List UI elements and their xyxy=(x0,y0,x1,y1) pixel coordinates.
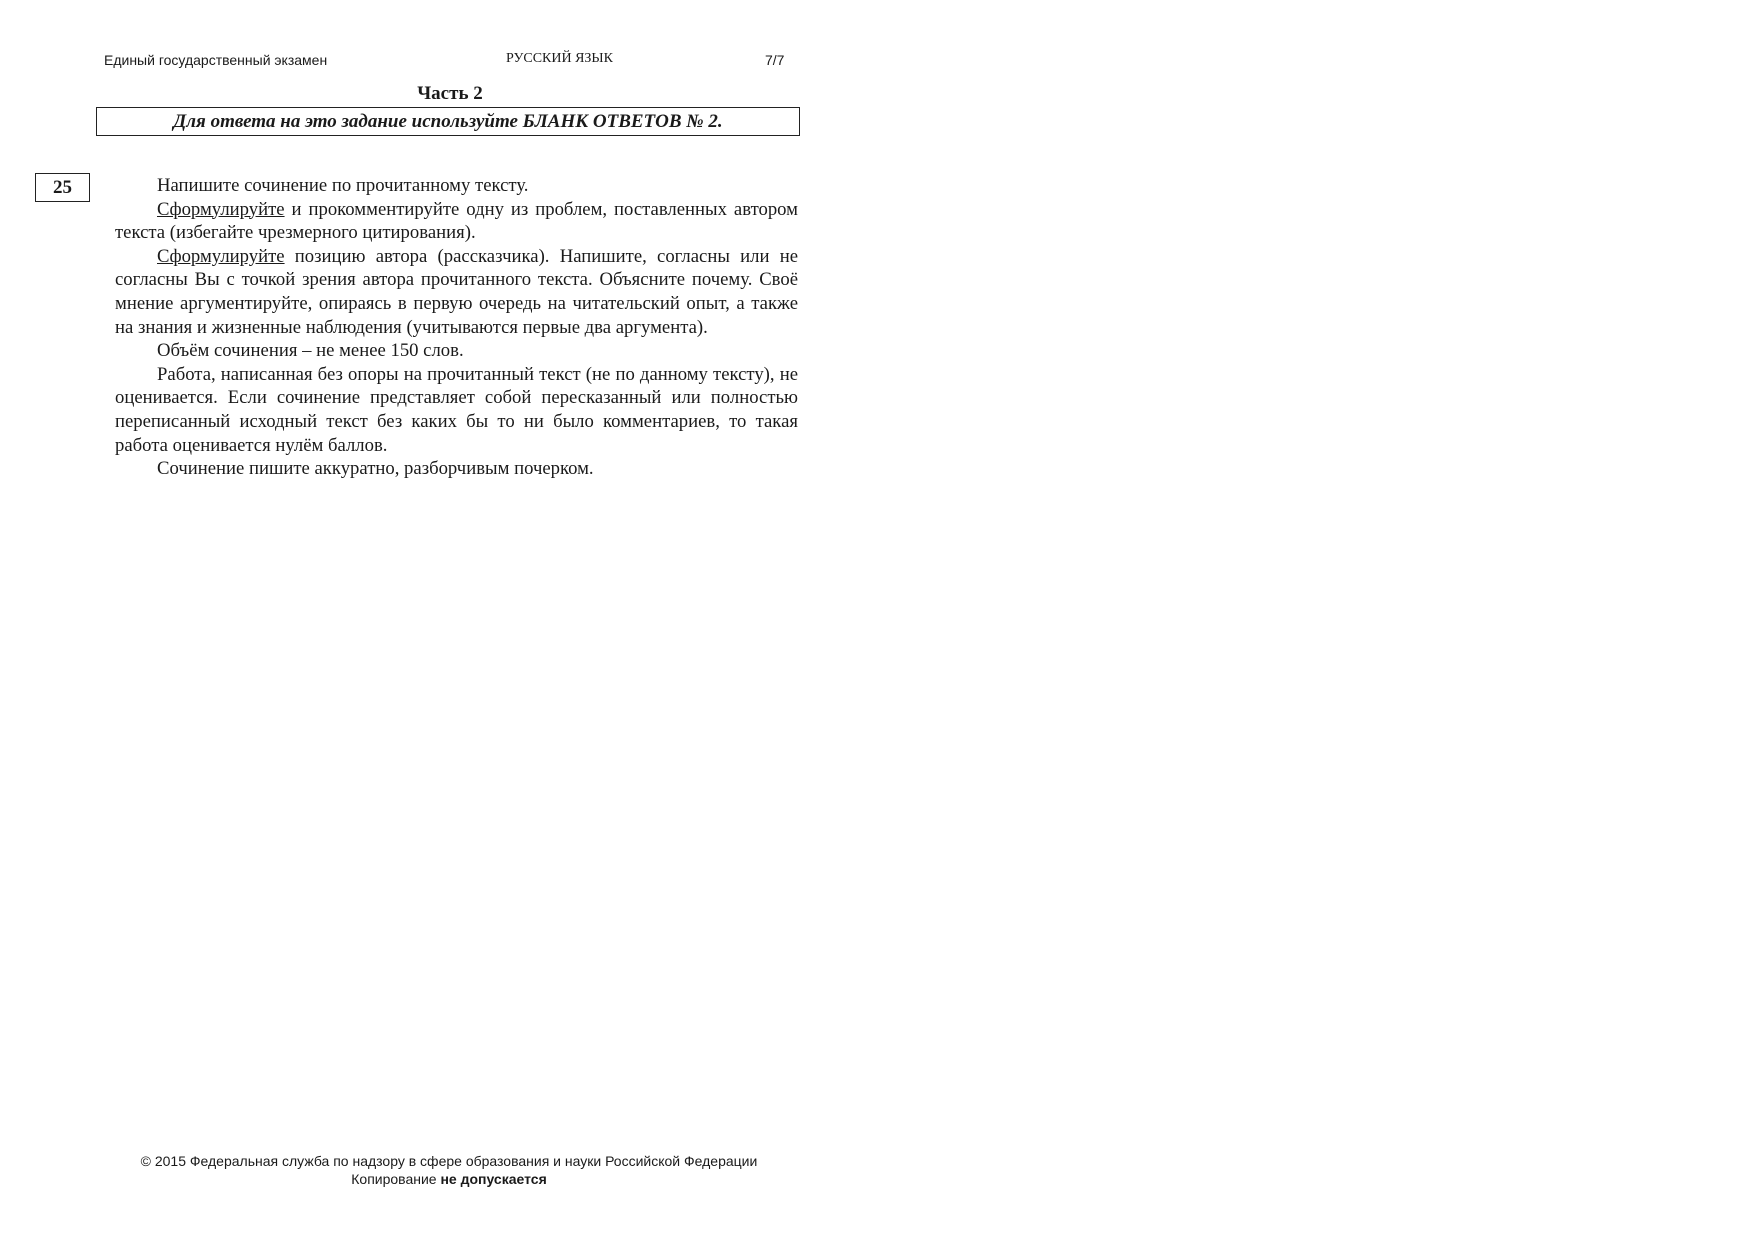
copy-bold: не допускается xyxy=(440,1171,547,1187)
task-paragraph xyxy=(115,198,798,245)
paragraph-rest: и прокомментируйте одну из проблем, поставленных автором текста (избегайте чрезмерного цитирования). xyxy=(115,198,798,244)
footer xyxy=(104,1152,794,1188)
task-paragraph xyxy=(115,245,798,339)
header-subject: РУССКИЙ ЯЗЫК xyxy=(506,51,613,66)
answer-sheet-instruction: Для ответа на это задание используйте БЛАНК ОТВЕТОВ № 2. xyxy=(96,107,800,136)
task-paragraph: Сочинение пишите аккуратно, разборчивым почерком. xyxy=(157,458,594,480)
task-text xyxy=(115,174,798,481)
task-paragraph: Напишите сочинение по прочитанному тексту. xyxy=(157,175,529,196)
paragraph-rest: позицию автора (рассказчика). Напишите, согласны или не согласны Вы с точкой зрения автора прочитанного текста. Объясните почему. Своё мнение аргументируйте, опираясь в первую очередь на читательский опыт, а также на знания и жизненные наблюдения (учитываются первые два аргумента). xyxy=(115,245,798,338)
underlined-verb: Сформулируйте xyxy=(157,245,285,267)
task-paragraph: Работа, написанная без опоры на прочитанный текст (не по данному тексту), не оценивается. Если сочинение представляет собой пересказанный или полностью переписанный исходный текст без каких бы то ни было комментариев, то такая работа оценивается нулём баллов. xyxy=(115,363,798,456)
footer-copy-notice xyxy=(104,1170,794,1188)
header-exam-name: Единый государственный экзамен xyxy=(104,52,328,68)
page-number: 7/7 xyxy=(765,52,785,68)
part-title: Часть 2 xyxy=(417,83,483,104)
task-number-box: 25 xyxy=(35,173,90,202)
footer-copyright: © 2015 Федеральная служба по надзору в сфере образования и науки Российской Федерации xyxy=(140,1153,758,1169)
task-paragraph: Объём сочинения – не менее 150 слов. xyxy=(157,340,464,362)
underlined-verb: Сформулируйте xyxy=(157,198,285,220)
copy-prefix: Копирование xyxy=(351,1171,441,1187)
